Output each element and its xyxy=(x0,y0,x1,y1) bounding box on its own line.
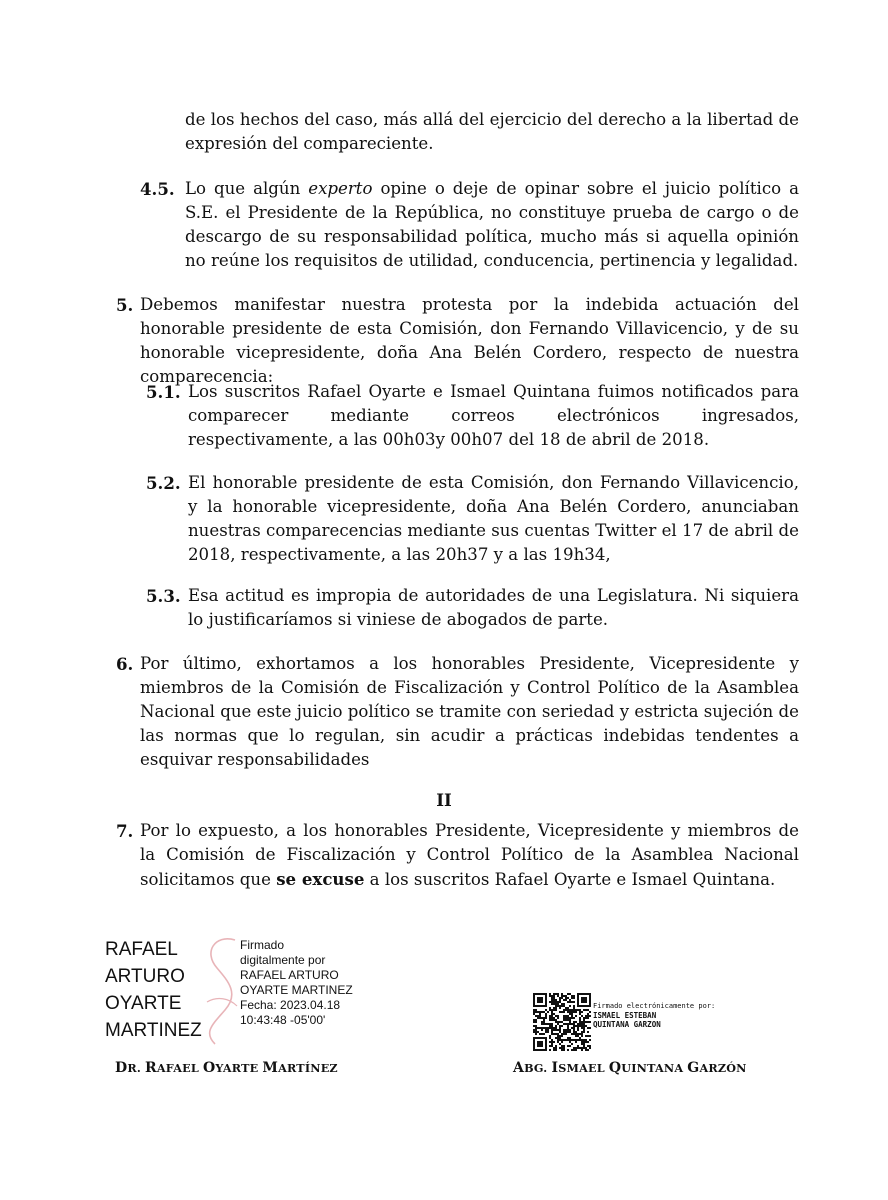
section-heading: II xyxy=(436,790,452,810)
p7-post: a los suscritos Rafael Oyarte e Ismael Quintana. xyxy=(364,870,776,889)
paragraph-5-3: Esa actitud es impropia de autoridades de una Legislatura. Ni siquiera lo justificaríamos si viniese de abogados de parte. xyxy=(188,586,799,629)
qr-signer-name-line: QUINTANA GARZON xyxy=(593,1020,661,1029)
signature-name-line: OYARTE xyxy=(105,993,182,1014)
signer-right-part: ISMAEL xyxy=(551,1060,609,1076)
p45-emphasis: experto xyxy=(308,179,373,198)
paragraph-5-2: El honorable presidente de esta Comisión, don Fernando Villavicencio, y la honorable vicepresidente, doña Ana Belén Cordero, anunciaban nuestras comparecencias mediante sus cuentas Twitter el 17 de abril de 2018, respectivamente, a las 20h37 y a las 19h34, xyxy=(188,473,799,564)
signature-detail-line: digitalmente por xyxy=(240,953,326,967)
signer-right-part: QUINTANA xyxy=(608,1060,688,1076)
signer-right-part: ABG. xyxy=(513,1060,552,1076)
item-number-5: 5. xyxy=(116,295,134,315)
p45-post: opine o deje de opinar sobre el juicio político a S.E. el Presidente de la República, no constituye prueba de cargo o de descargo de su responsabilidad política, mucho más si aquella opinión no reúne los requisitos de utilidad, conducencia, pertinencia y legalidad. xyxy=(185,179,799,270)
signer-left-part: MARTÍNEZ xyxy=(262,1060,338,1076)
handwritten-signature-stroke xyxy=(195,932,245,1048)
signer-right-title xyxy=(513,1059,747,1077)
signature-detail-line: Fecha: 2023.04.18 xyxy=(240,998,341,1012)
signature-name-line: ARTURO xyxy=(105,966,185,987)
signer-left-part: OYARTE xyxy=(203,1060,263,1076)
signature-name-line: MARTINEZ xyxy=(105,1020,202,1041)
p7-strong: se excuse xyxy=(276,869,365,889)
item-number-7: 7. xyxy=(116,821,134,841)
paragraph-7 xyxy=(140,819,799,892)
p45-pre: Lo que algún xyxy=(185,179,309,198)
signature-detail-line: OYARTE MARTINEZ xyxy=(240,983,353,997)
signature-detail-line: RAFAEL ARTURO xyxy=(240,968,339,982)
paragraph-5: Debemos manifestar nuestra protesta por la indebida actuación del honorable presidente de esta Comisión, don Fernando Villavicencio, y de su honorable vicepresidente, doña Ana Belén Cordero, respecto de nuestra comparecencia: xyxy=(140,295,799,386)
signature-detail-line: 10:43:48 -05'00' xyxy=(240,1013,326,1027)
qr-caption: Firmado electrónicamente por: xyxy=(593,1002,716,1010)
item-number-5-3: 5.3. xyxy=(146,586,181,606)
signer-left-part: RAFAEL xyxy=(145,1060,204,1076)
item-number-6: 6. xyxy=(116,654,134,674)
signature-name-line: RAFAEL xyxy=(105,939,178,960)
qr-signer-name-line: ISMAEL ESTEBAN xyxy=(593,1011,657,1020)
signature-detail-line: Firmado xyxy=(240,938,285,952)
item-number-5-1: 5.1. xyxy=(146,382,181,402)
p7-pre: Por lo expuesto, a los honorables Presidente, Vicepresidente y miembros de la Comisión de Fiscalización y Control Político de la Asamblea Nacional solicitamos que xyxy=(140,821,799,889)
paragraph-5-1: Los suscritos Rafael Oyarte e Ismael Quintana fuimos notificados para comparecer mediante correos electrónicos ingresados, respectivamente, a las 00h03y 00h07 del 18 de abril de 2018. xyxy=(188,382,799,449)
signer-left-part: DR. xyxy=(115,1060,146,1076)
paragraph-6: Por último, exhortamos a los honorables Presidente, Vicepresidente y miembros de la Comisión de Fiscalización y Control Político de la Asamblea Nacional que este juicio político se tramite con seriedad y estricta sujeción de las normas que lo regulan, sin acudir a prácticas indebidas tendentes a esquivar responsabilidades xyxy=(140,654,799,769)
item-number-5-2: 5.2. xyxy=(146,473,181,493)
paragraph-continuation: de los hechos del caso, más allá del ejercicio del derecho a la libertad de expresión del compareciente. xyxy=(185,110,799,153)
signer-left-title xyxy=(115,1059,338,1077)
item-number-4-5: 4.5. xyxy=(140,179,175,199)
paragraph-4-5 xyxy=(185,177,799,273)
signer-right-part: GARZÓN xyxy=(687,1060,747,1076)
qr-code xyxy=(533,993,591,1051)
